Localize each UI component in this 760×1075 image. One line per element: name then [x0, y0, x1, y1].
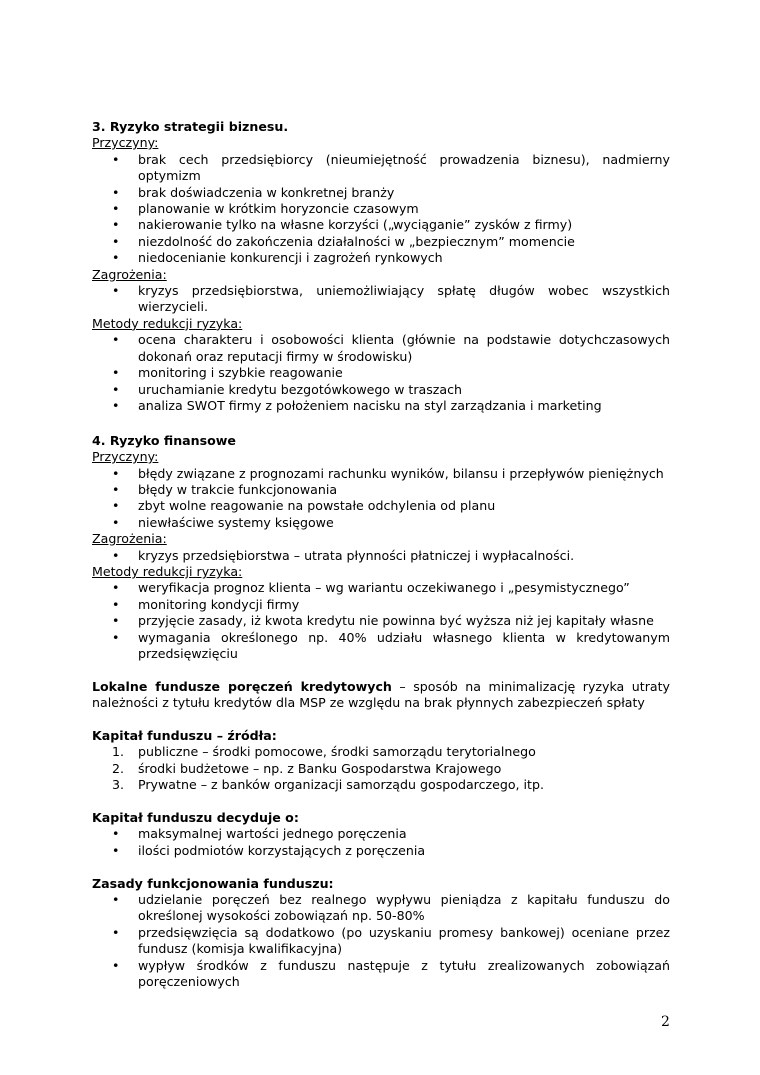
funds-term: Lokalne fundusze poręczeń kredytowych — [92, 678, 392, 694]
list-item: • przedsięwzięcia są dodatkowo (po uzyskaniu promesy bankowej) oceniane przez fundusz (komisja kwalifikacyjna) — [112, 924, 670, 957]
list-item: • brak cech przedsiębiorcy (nieumiejętność prowadzenia biznesu), nadmierny optymizm — [112, 151, 670, 184]
list-item: • wypływ środków z funduszu następuje z tytułu zrealizowanych zobowiązań poręczeniowych — [112, 957, 670, 990]
section-4-threats-list — [92, 548, 670, 564]
bullet-icon: • — [112, 283, 120, 299]
list-item: • błędy związane z prognozami rachunku wyników, bilansu i przepływów pieniężnych — [112, 465, 664, 481]
bullet-icon: • — [112, 547, 120, 563]
bullet-icon: • — [112, 629, 120, 645]
bullet-icon: • — [112, 397, 120, 413]
bullet-icon: • — [112, 381, 120, 397]
bullet-icon: • — [112, 613, 120, 629]
bullet-icon: • — [112, 217, 120, 233]
section-4-causes-label: Przyczyny: — [92, 449, 159, 465]
capital-sources-title: Kapitał funduszu – źródła: — [92, 727, 277, 743]
bullet-icon: • — [112, 596, 120, 612]
section-4-title: 4. Ryzyko finansowe — [92, 432, 236, 448]
bullet-icon: • — [112, 365, 120, 381]
bullet-icon: • — [112, 514, 120, 530]
list-item: • weryfikacja prognoz klienta – wg wariantu oczekiwanego i „pesymistycznego” — [112, 580, 630, 596]
list-item: • monitoring kondycji firmy — [112, 596, 300, 612]
list-item: 2. środki budżetowe – np. z Banku Gospodarstwa Krajowego — [112, 760, 502, 776]
rules-list — [92, 892, 670, 990]
list-item: • wymagania określonego np. 40% udziału własnego klienta w kredytowanym przedsięwzięciu — [112, 629, 670, 661]
list-item: • nakierowanie tylko na własne korzyści („wyciąganie” zysków z firmy) — [112, 217, 573, 233]
list-item: • analiza SWOT firmy z położeniem nacisku na styl zarządzania i marketing — [112, 397, 602, 413]
section-3-title: 3. Ryzyko strategii biznesu. — [92, 119, 289, 134]
list-item: • uruchamianie kredytu bezgotówkowego w traszach — [112, 381, 463, 397]
list-item: • kryzys przedsiębiorstwa – utrata płynności płatniczej i wypłacalności. — [112, 547, 575, 563]
bullet-icon: • — [112, 481, 120, 497]
bullet-icon: • — [112, 957, 120, 973]
bullet-icon: • — [112, 842, 120, 858]
capital-sources-list — [92, 744, 670, 793]
section-3-methods-label: Metody redukcji ryzyka: — [92, 315, 243, 331]
list-item: • przyjęcie zasady, iż kwota kredytu nie powinna być wyższa niż jej kapitały własne — [112, 613, 654, 629]
list-item: • planowanie w krótkim horyzoncie czasowym — [112, 201, 419, 217]
section-3-threats-label: Zagrożenia: — [92, 266, 167, 282]
section-3-methods-list — [92, 332, 670, 414]
list-item: • kryzys przedsiębiorstwa, uniemożliwiający spłatę długów wobec wszystkich wierzycieli. — [112, 283, 670, 315]
list-item: • niezdolność do zakończenia działalności w „bezpiecznym” momencie — [112, 233, 575, 249]
capital-decides-title: Kapitał funduszu decyduje o: — [92, 810, 299, 825]
list-item: 1. publiczne – środki pomocowe, środki samorządu terytorialnego — [112, 744, 536, 760]
section-3-causes-list — [92, 152, 670, 267]
list-item: • błędy w trakcie funkcjonowania — [112, 481, 338, 497]
document-page — [92, 119, 670, 990]
section-4-threats-label: Zagrożenia: — [92, 531, 167, 547]
bullet-icon: • — [112, 892, 120, 908]
list-item: • brak doświadczenia w konkretnej branży — [112, 184, 395, 200]
list-item: • ocena charakteru i osobowości klienta (głównie na podstawie dotychczasowych dokonań oraz reputacji firmy w środowisku) — [112, 332, 670, 364]
bullet-icon: • — [112, 465, 120, 481]
list-item: 3. Prywatne – z banków organizacji samorządu gospodarczego, itp. — [112, 777, 544, 793]
bullet-icon: • — [112, 250, 120, 266]
bullet-icon: • — [112, 580, 120, 596]
section-3-threats-list — [92, 283, 670, 316]
list-item: • ilości podmiotów korzystających z poręczenia — [112, 842, 426, 858]
funds-definition: – sposób na minimalizację ryzyka utraty należności z tytułu kredytów dla MSP ze względu na brak płynnych zabezpieczeń spłaty — [92, 678, 670, 711]
list-item: • maksymalnej wartości jednego poręczenia — [112, 826, 407, 842]
bullet-icon: • — [112, 924, 120, 940]
bullet-icon: • — [112, 498, 120, 514]
section-4-causes-list — [92, 466, 670, 532]
section-4-methods-label: Metody redukcji ryzyka: — [92, 563, 243, 579]
section-3-causes-label: Przyczyny: — [92, 135, 159, 151]
list-item: • zbyt wolne reagowanie na powstałe odchylenia od planu — [112, 498, 496, 514]
list-item: • niewłaściwe systemy księgowe — [112, 514, 334, 530]
bullet-icon: • — [112, 332, 120, 348]
funds-definition-paragraph — [92, 679, 670, 712]
list-item: • udzielanie poręczeń bez realnego wypływu pieniądza z kapitału funduszu do określonej wysokości zobowiązań np. 50-80% — [112, 892, 670, 924]
section-4-methods-list — [92, 580, 670, 662]
rules-title: Zasady funkcjonowania funduszu: — [92, 875, 334, 891]
page-number: 2 — [661, 1014, 670, 1030]
bullet-icon: • — [112, 151, 120, 167]
bullet-icon: • — [112, 201, 120, 217]
bullet-icon: • — [112, 184, 120, 200]
list-item: • monitoring i szybkie reagowanie — [112, 365, 343, 381]
bullet-icon: • — [112, 826, 120, 842]
list-item: • niedocenianie konkurencji i zagrożeń rynkowych — [112, 250, 443, 266]
capital-decides-list — [92, 826, 670, 859]
bullet-icon: • — [112, 233, 120, 249]
